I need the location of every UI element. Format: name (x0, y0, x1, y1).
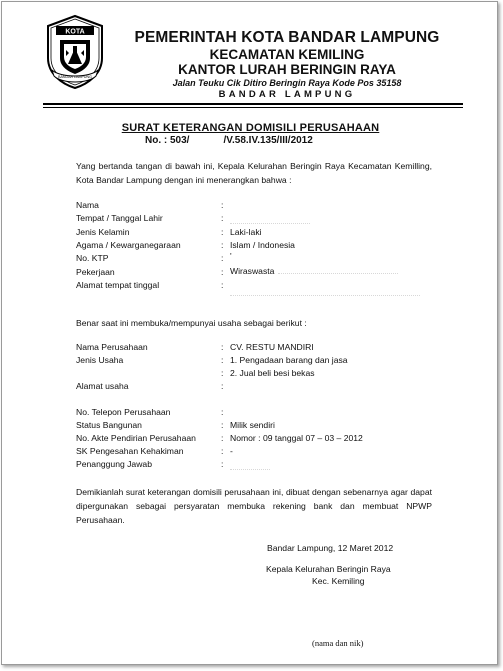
field-value-status-bangunan: Milik sendiri (230, 420, 275, 430)
district-name: KECAMATAN KEMILING (209, 47, 365, 62)
field-colon: : (221, 240, 224, 250)
field-colon: : (221, 253, 224, 263)
signature-place-date: Bandar Lampung, 12 Maret 2012 (267, 543, 394, 553)
field-label-jenis-kelamin: Jenis Kelamin (76, 227, 130, 237)
field-label-ktp: No. KTP (76, 253, 109, 263)
field-label-ttl: Tempat / Tanggal Lahir (76, 213, 163, 223)
field-label-alamat-usaha: Alamat usaha (76, 381, 129, 391)
signature-name-note: (nama dan nik) (312, 638, 364, 648)
letterhead-rule-thin (43, 107, 463, 108)
field-value-jenis-kelamin: Laki-laki (230, 227, 262, 237)
emblem-text: KOTA (65, 28, 85, 36)
emblem-ribbon-text: BANDAR LAMPUNG (58, 75, 92, 79)
redaction-dots (230, 469, 270, 470)
field-label-agama: Agama / Kewarganegaraan (76, 240, 181, 250)
city-emblem-icon (40, 14, 110, 90)
document-number (145, 135, 313, 146)
business-type-item: 2. Jual beli besi bekas (230, 368, 315, 378)
field-value-nama-perusahaan: CV. RESTU MANDIRI (230, 342, 314, 352)
field-label-status-bangunan: Status Bangunan (76, 420, 142, 430)
business-type-item: 1. Pengadaan barang dan jasa (230, 355, 348, 365)
closing-paragraph: Demikianlah surat keterangan domisili perusahaan ini, dibuat dengan sebenarnya agar dapat dipergunakan sebagai persyaratan membuka rekening bank dan membuat NPWP Perusahaan. (76, 487, 432, 525)
field-label-penanggung-jawab: Penanggung Jawab (76, 459, 152, 469)
field-label-pekerjaan: Pekerjaan (76, 267, 115, 277)
field-colon: : (221, 200, 224, 210)
intro-paragraph: Yang bertanda tangan di bawah ini, Kepala Kelurahan Beringin Raya Kecamatan Kemilling, Kota Bandar Lampung dengan ini menerangkan bahwa : (76, 161, 432, 185)
field-colon: : (221, 381, 224, 391)
field-colon: : (221, 368, 224, 378)
office-name: KANTOR LURAH BERINGIN RAYA (178, 62, 396, 77)
office-address: Jalan Teuku Cik Ditiro Beringin Raya Kode Pos 35158 (172, 78, 402, 88)
document-number-prefix: No. : 503/ (145, 135, 190, 146)
document-number-suffix: /V.58.IV.135/III/2012 (223, 135, 313, 146)
field-label-jenis-usaha: Jenis Usaha (76, 355, 124, 365)
government-name: PEMERINTAH KOTA BANDAR LAMPUNG (134, 29, 440, 46)
field-colon: : (221, 355, 224, 365)
redaction-dots (278, 273, 398, 274)
field-colon: : (221, 420, 224, 430)
field-label-sk-kehakiman: SK Pengesahan Kehakiman (76, 446, 184, 456)
field-label-telepon: No. Telepon Perusahaan (76, 407, 171, 417)
field-value-akte: Nomor : 09 tanggal 07 – 03 – 2012 (230, 433, 363, 443)
field-colon: : (221, 433, 224, 443)
letterhead-rule-thick (43, 103, 463, 105)
field-value-ktp: ' (230, 251, 232, 261)
redaction-dots (230, 223, 310, 224)
field-label-nama: Nama (76, 200, 99, 210)
field-colon: : (221, 227, 224, 237)
field-colon: : (221, 267, 224, 277)
signature-title: Kepala Kelurahan Beringin Raya (266, 564, 391, 574)
field-colon: : (221, 459, 224, 469)
field-colon: : (221, 446, 224, 456)
redaction-dots (230, 295, 420, 296)
document-title: SURAT KETERANGAN DOMISILI PERUSAHAAN (121, 122, 380, 134)
field-colon: : (221, 280, 224, 290)
field-label-nama-perusahaan: Nama Perusahaan (76, 342, 148, 352)
field-value-agama: Islam / Indonesia (230, 240, 295, 250)
field-label-akte: No. Akte Pendirian Perusahaan (76, 433, 196, 443)
business-intro: Benar saat ini membuka/mempunyai usaha sebagai berikut : (76, 318, 307, 328)
field-colon: : (221, 342, 224, 352)
field-value-pekerjaan: Wiraswasta (230, 266, 275, 276)
field-colon: : (221, 213, 224, 223)
field-value-sk-kehakiman: - (230, 446, 233, 456)
office-city: BANDAR LAMPUNG (218, 89, 356, 100)
signature-subtitle: Kec. Kemiling (312, 576, 365, 586)
document-page (1, 1, 498, 665)
field-colon: : (221, 407, 224, 417)
field-label-alamat: Alamat tempat tinggal (76, 280, 160, 290)
